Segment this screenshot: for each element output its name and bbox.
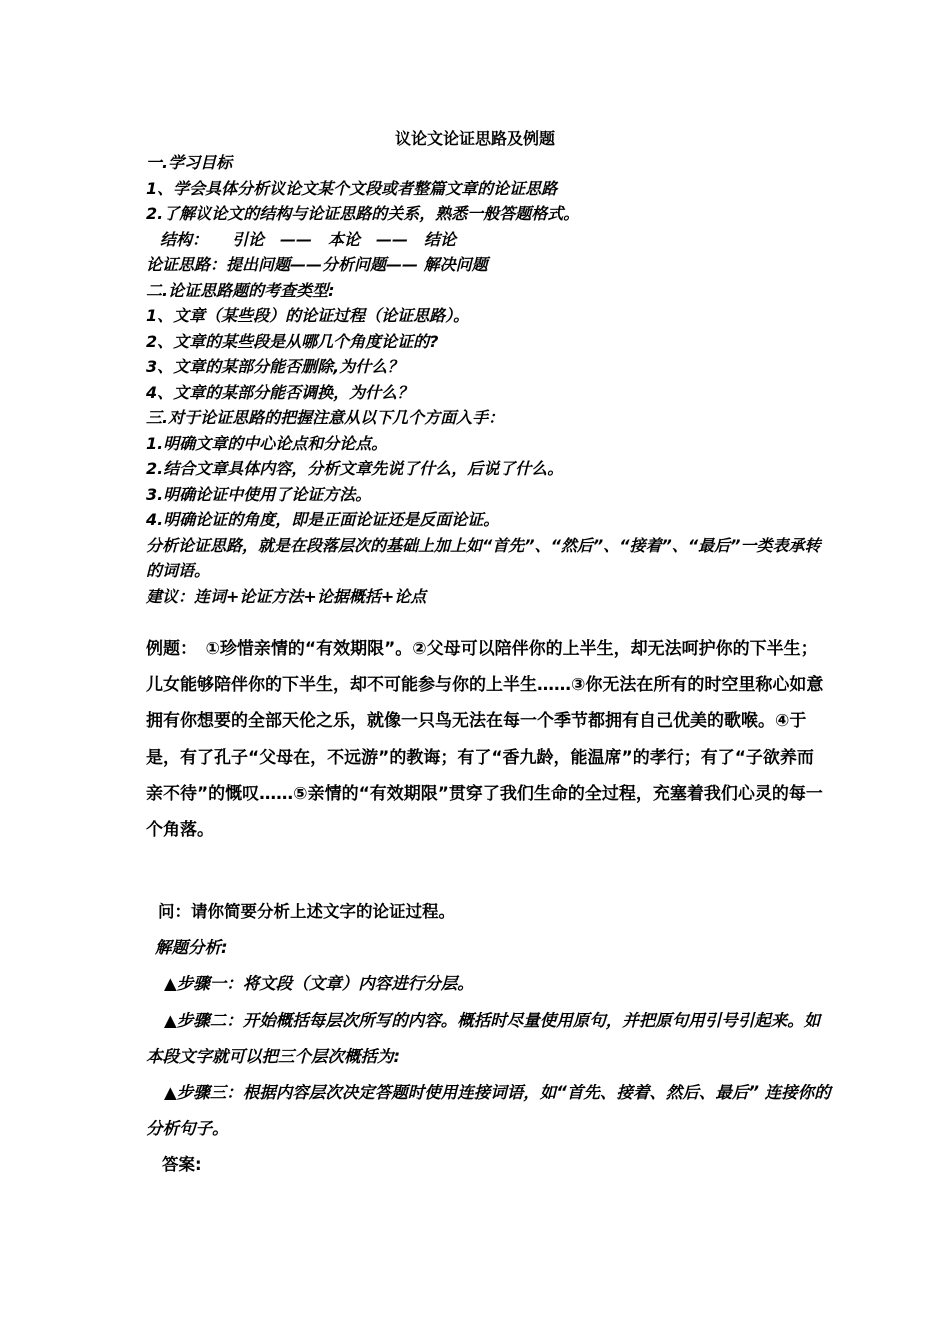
section-heading-types: 二.论证思路题的考查类型: bbox=[146, 280, 335, 300]
document-title: 议论文论证思路及例题 bbox=[394, 129, 555, 148]
section-heading-goals: 一.学习目标 bbox=[146, 153, 233, 172]
section-heading-approach: 三.对于论证思路的把握注意从以下几个方面入手： bbox=[146, 408, 505, 427]
step-two-text: ▲步骤二：开始概括每层次所写的内容。概括时尽量使用原句，并把原句用引号引起来。如本段文字就可以把三个层次概括为: bbox=[146, 1010, 821, 1066]
step-one: ▲步骤一：将文段（文章）内容进行分层。 bbox=[164, 974, 474, 994]
approach-item: 1.明确文章的中心论点和分论点。 bbox=[146, 433, 388, 453]
structure-line: 结构： 引论 —— 本论 —— 结论 bbox=[160, 229, 457, 249]
type-item: 1、文章（某些段）的论证过程（论证思路）。 bbox=[146, 306, 470, 325]
example-paragraph: 例题： ①珍惜亲情的“有效期限”。②父母可以陪伴你的上半生，却无法呵护你的下半生；儿女能够陪伴你的下半生，却不可能参与你的上半生……③你无法在所有的时空里称心如意拥有你想要的全部天伦之乐，就像一只鸟无法在每一个季节都拥有自己优美的歌喉。④于是，有了孔子“父母在，不远游”的教诲；有了“香九龄，能温席”的孝行；有了“子欲养而亲不待”的慨叹……⑤亲情的“有效期限”贯穿了我们生命的全过程，充塞着我们心灵的每一个角落。 bbox=[146, 639, 824, 841]
type-item: 3、文章的某部分能否删除,为什么？ bbox=[146, 357, 404, 376]
step-three bbox=[146, 1075, 836, 1147]
approach-item: 4.明确论证的角度，即是正面论证还是反面论证。 bbox=[146, 510, 500, 529]
goal-item: 2.了解议论文的结构与论证思路的关系，熟悉一般答题格式。 bbox=[146, 204, 580, 223]
type-item: 2、文章的某些段是从哪几个角度论证的? bbox=[146, 331, 439, 351]
analysis-note: 分析论证思路，就是在段落层次的基础上加上如“首先”、“然后”、“接着”、“最后”一类表承转的词语。 bbox=[146, 535, 821, 580]
step-three-text: ▲步骤三：根据内容层次决定答题时使用连接词语，如“首先、接着、然后、最后” 连接你的分析句子。 bbox=[146, 1083, 831, 1139]
type-item: 4、文章的某部分能否调换，为什么？ bbox=[146, 382, 414, 402]
learning-outline bbox=[146, 150, 826, 609]
question-line: 问：请你简要分析上述文字的论证过程。 bbox=[158, 902, 455, 921]
answer-label: 答案: bbox=[162, 1155, 202, 1175]
approach-item: 3.明确论证中使用了论证方法。 bbox=[146, 484, 372, 504]
suggestion-line: 建议：连词+论证方法+论据概括+论点 bbox=[146, 586, 427, 606]
step-two bbox=[146, 1003, 836, 1075]
goal-item: 1、学会具体分析议论文某个文段或者整篇文章的论证思路 bbox=[146, 178, 558, 198]
reasoning-line: 论证思路：提出问题——分析问题—— 解决问题 bbox=[146, 255, 488, 274]
analysis-label: 解题分析: bbox=[155, 938, 228, 958]
question-analysis bbox=[146, 894, 836, 1184]
approach-item: 2.结合文章具体内容，分析文章先说了什么，后说了什么。 bbox=[146, 459, 564, 478]
